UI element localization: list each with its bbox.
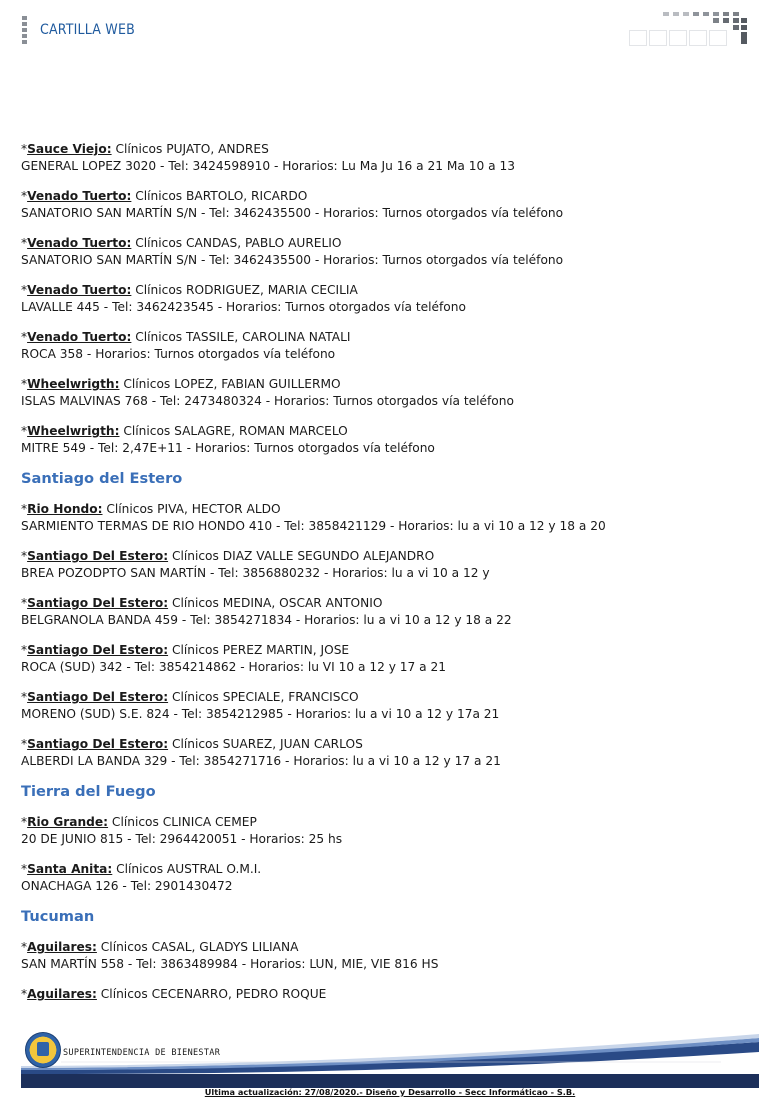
provider-line bbox=[21, 689, 741, 706]
city-name: Santiago Del Estero: bbox=[27, 690, 169, 704]
provider-entry bbox=[21, 642, 741, 676]
provider-entry bbox=[21, 235, 741, 269]
provider-entry bbox=[21, 689, 741, 723]
provider-entry bbox=[21, 423, 741, 457]
province-heading: Tierra del Fuego bbox=[21, 783, 156, 800]
provider-name: Clínicos AUSTRAL O.M.I. bbox=[112, 862, 262, 876]
provider-name: Clínicos CASAL, GLADYS LILIANA bbox=[96, 940, 299, 954]
provider-name: Clínicos DIAZ VALLE SEGUNDO ALEJANDRO bbox=[168, 549, 435, 563]
entry-bullet: * bbox=[21, 596, 28, 610]
provider-address: ROCA 358 - Horarios: Turnos otorgados vía teléfono bbox=[21, 347, 336, 361]
entry-bullet: * bbox=[21, 815, 28, 829]
city-name: Wheelwrigth: bbox=[27, 377, 120, 391]
entry-bullet: * bbox=[21, 189, 28, 203]
entry-bullet: * bbox=[21, 862, 28, 876]
provider-address: SAN MARTÍN 558 - Tel: 3863489984 - Horarios: LUN, MIE, VIE 816 HS bbox=[21, 957, 439, 971]
city-name: Venado Tuerto: bbox=[27, 236, 132, 250]
provider-entry bbox=[21, 282, 741, 316]
provider-name: Clínicos RODRIGUEZ, MARIA CECILIA bbox=[131, 283, 358, 297]
provider-address: BREA POZODPTO SAN MARTÍN - Tel: 3856880232 - Horarios: lu a vi 10 a 12 y bbox=[21, 566, 490, 580]
header-title: CARTILLA WEB bbox=[40, 22, 135, 38]
provider-entry bbox=[21, 986, 741, 1003]
city-name: Santiago Del Estero: bbox=[27, 737, 169, 751]
provider-line bbox=[21, 939, 741, 956]
entry-bullet: * bbox=[21, 643, 28, 657]
provider-address: SARMIENTO TERMAS DE RIO HONDO 410 - Tel: 3858421129 - Horarios: lu a vi 10 a 12 y 18 a 20 bbox=[21, 519, 606, 533]
directory-listing bbox=[21, 141, 741, 1016]
province-heading: Santiago del Estero bbox=[21, 470, 183, 487]
provider-name: Clínicos CANDAS, PABLO AURELIO bbox=[131, 236, 342, 250]
provider-entry bbox=[21, 329, 741, 363]
entry-bullet: * bbox=[21, 377, 28, 391]
provider-address: SANATORIO SAN MARTÍN S/N - Tel: 3462435500 - Horarios: Turnos otorgados vía teléfono bbox=[21, 206, 564, 220]
provider-line bbox=[21, 235, 741, 252]
provider-name: Clínicos PIVA, HECTOR ALDO bbox=[102, 502, 281, 516]
provider-address: ISLAS MALVINAS 768 - Tel: 2473480324 - Horarios: Turnos otorgados vía teléfono bbox=[21, 394, 514, 408]
provider-line bbox=[21, 986, 741, 1003]
provider-name: Clínicos CECENARRO, PEDRO ROQUE bbox=[96, 987, 327, 1001]
entry-bullet: * bbox=[21, 940, 28, 954]
page-header bbox=[0, 0, 759, 60]
city-name: Venado Tuerto: bbox=[27, 189, 132, 203]
provider-line bbox=[21, 188, 741, 205]
provider-name: Clínicos SALAGRE, ROMAN MARCELO bbox=[119, 424, 348, 438]
footer-wave-graphic bbox=[21, 1030, 759, 1088]
header-pixel-decoration bbox=[629, 10, 749, 48]
provider-entry bbox=[21, 548, 741, 582]
provider-line bbox=[21, 423, 741, 440]
provider-address: ALBERDI LA BANDA 329 - Tel: 3854271716 - Horarios: lu a vi 10 a 12 y 17 a 21 bbox=[21, 754, 501, 768]
entry-bullet: * bbox=[21, 987, 28, 1001]
provider-entry bbox=[21, 814, 741, 848]
provider-line bbox=[21, 501, 741, 518]
provider-address: SANATORIO SAN MARTÍN S/N - Tel: 3462435500 - Horarios: Turnos otorgados vía teléfono bbox=[21, 253, 564, 267]
provider-line bbox=[21, 376, 741, 393]
entry-bullet: * bbox=[21, 424, 28, 438]
last-updated-note: Ultima actualización: 27/08/2020.- Diseño y Desarrollo - Secc Informáticao - S.B. bbox=[204, 1087, 576, 1097]
entry-bullet: * bbox=[21, 690, 28, 704]
provider-address: GENERAL LOPEZ 3020 - Tel: 3424598910 - Horarios: Lu Ma Ju 16 a 21 Ma 10 a 13 bbox=[21, 159, 515, 173]
provider-name: Clínicos MEDINA, OSCAR ANTONIO bbox=[168, 596, 383, 610]
provider-line bbox=[21, 548, 741, 565]
entry-bullet: * bbox=[21, 737, 28, 751]
city-name: Aguilares: bbox=[27, 940, 97, 954]
city-name: Sauce Viejo: bbox=[27, 142, 112, 156]
provider-address: 20 DE JUNIO 815 - Tel: 2964420051 - Horarios: 25 hs bbox=[21, 832, 343, 846]
provider-line bbox=[21, 861, 741, 878]
provider-name: Clínicos BARTOLO, RICARDO bbox=[131, 189, 308, 203]
provider-name: Clínicos CLINICA CEMEP bbox=[108, 815, 257, 829]
city-name: Rio Hondo: bbox=[27, 502, 103, 516]
provider-entry bbox=[21, 595, 741, 629]
provider-address: MITRE 549 - Tel: 2,47E+11 - Horarios: Turnos otorgados vía teléfono bbox=[21, 441, 435, 455]
provider-entry bbox=[21, 501, 741, 535]
city-name: Rio Grande: bbox=[27, 815, 109, 829]
provider-entry bbox=[21, 736, 741, 770]
provider-address: LAVALLE 445 - Tel: 3462423545 - Horarios: Turnos otorgados vía teléfono bbox=[21, 300, 466, 314]
provider-address: MORENO (SUD) S.E. 824 - Tel: 3854212985 - Horarios: lu a vi 10 a 12 y 17a 21 bbox=[21, 707, 500, 721]
provider-name: Clínicos PEREZ MARTIN, JOSE bbox=[168, 643, 350, 657]
provider-entry bbox=[21, 939, 741, 973]
provider-entry bbox=[21, 376, 741, 410]
provider-line bbox=[21, 329, 741, 346]
superintendencia-seal-logo bbox=[25, 1032, 61, 1068]
provider-name: Clínicos SPECIALE, FRANCISCO bbox=[168, 690, 359, 704]
header-accent-bar bbox=[22, 16, 27, 46]
provider-entry bbox=[21, 861, 741, 895]
provider-name: Clínicos LOPEZ, FABIAN GUILLERMO bbox=[119, 377, 341, 391]
provider-line bbox=[21, 642, 741, 659]
city-name: Santa Anita: bbox=[27, 862, 113, 876]
provider-line bbox=[21, 141, 741, 158]
entry-bullet: * bbox=[21, 236, 28, 250]
entry-bullet: * bbox=[21, 283, 28, 297]
provider-name: Clínicos PUJATO, ANDRES bbox=[111, 142, 269, 156]
city-name: Santiago Del Estero: bbox=[27, 596, 169, 610]
provider-line bbox=[21, 282, 741, 299]
city-name: Venado Tuerto: bbox=[27, 283, 132, 297]
city-name: Santiago Del Estero: bbox=[27, 549, 169, 563]
entry-bullet: * bbox=[21, 142, 28, 156]
provider-address: ROCA (SUD) 342 - Tel: 3854214862 - Horarios: lu VI 10 a 12 y 17 a 21 bbox=[21, 660, 447, 674]
city-name: Wheelwrigth: bbox=[27, 424, 120, 438]
provider-name: Clínicos SUAREZ, JUAN CARLOS bbox=[168, 737, 363, 751]
provider-line bbox=[21, 736, 741, 753]
provider-address: ONACHAGA 126 - Tel: 2901430472 bbox=[21, 879, 233, 893]
provider-entry bbox=[21, 188, 741, 222]
entry-bullet: * bbox=[21, 549, 28, 563]
provider-address: BELGRANOLA BANDA 459 - Tel: 3854271834 - Horarios: lu a vi 10 a 12 y 18 a 22 bbox=[21, 613, 512, 627]
provider-name: Clínicos TASSILE, CAROLINA NATALI bbox=[131, 330, 351, 344]
provider-line bbox=[21, 814, 741, 831]
provider-line bbox=[21, 595, 741, 612]
city-name: Santiago Del Estero: bbox=[27, 643, 169, 657]
entry-bullet: * bbox=[21, 502, 28, 516]
footer-brand-text: SUPERINTENDENCIA DE BIENESTAR bbox=[63, 1048, 221, 1058]
entry-bullet: * bbox=[21, 330, 28, 344]
province-heading: Tucuman bbox=[21, 908, 95, 925]
provider-entry bbox=[21, 141, 741, 175]
city-name: Aguilares: bbox=[27, 987, 97, 1001]
city-name: Venado Tuerto: bbox=[27, 330, 132, 344]
page-footer bbox=[21, 1030, 759, 1088]
